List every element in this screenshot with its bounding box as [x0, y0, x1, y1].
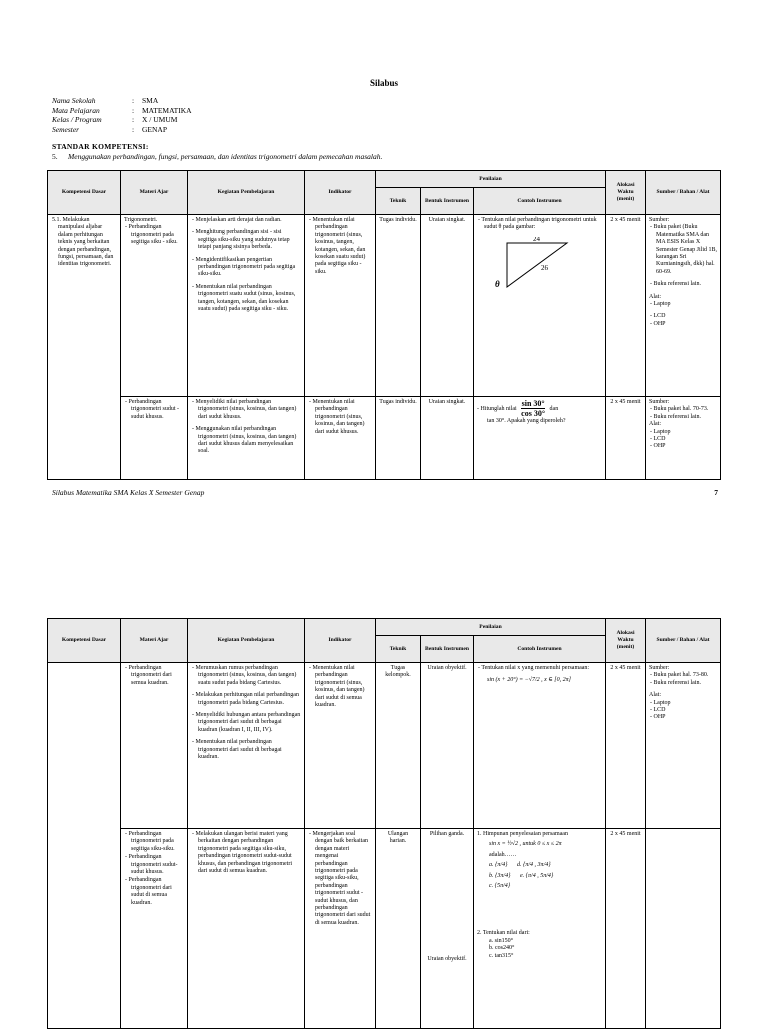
cell-teknik: Ulangan harian. — [376, 829, 421, 1029]
info-value: MATEMATIKA — [142, 105, 192, 115]
cell-materi: - Perbandingan trigonometri sudut - sudut khusus. — [121, 397, 188, 480]
cell-alokasi: 2 x 45 menit — [606, 663, 646, 829]
cell-indikator: - Menentukan nilai perbandingan trigonometri (sinus, kosinus, dan tangen) dari sudut khusus. — [305, 397, 376, 480]
info-value: GENAP — [142, 124, 168, 134]
option-d: d. {π/4 , 3π/4} — [516, 862, 551, 869]
cell-indikator: - Menentukan nilai perbandingan trigonometri (sinus, kosinus, tangen, kotangen, sekan, dan kosekan suatu sudut) pada segitiga siku - siku. — [305, 215, 376, 397]
cell-teknik: Tugas individu. — [376, 397, 421, 480]
header-bentuk: Bentuk Instrumen — [421, 188, 474, 215]
cell-contoh: 1. Himpunan penyelesaian persamaan sin x = ½√2 , untuk 0 ≤ x ≤ 2π adalah…… a. {π/4} d. {π/4 , 3π/4} b. {3π/4} e. {π/4 , 5π/4} c. {5π/4} 2. Tentukan nilai dari: a. sin150° b. cos240° c. tan315° — [474, 829, 606, 1029]
cell-materi: - Perbandingan trigonometri dari semua kuadran. — [121, 663, 188, 829]
cell-alokasi: 2 x 45 menit — [606, 397, 646, 480]
standar-heading: STANDAR KOMPETENSI: — [52, 142, 149, 151]
option-e: e. {π/4 , 5π/4} — [519, 872, 554, 879]
cell-indikator: - Mengerjakan soal dengan baik berkaitan dengan materi mengenai perbandingan trigonometri pada segitiga siku-siku, perbandingan trigonometri sudut -sudut khusus, dan perbandingan trigonometri dari sudut di semua kuadran. — [305, 829, 376, 1029]
info-label: Nama Sekolah — [52, 96, 96, 105]
cell-kegiatan: - Menjelaskan arti derajat dan radian. - Menghitung perbandingan sisi - sisi segitiga siku-siku yang sudutnya tetap tetapi panjang sisinya berbeda. - Mengidentifikasikan pengertian perbandingan trigonometri pada segitiga siku-siku. - Menentukan nilai perbandingan trigonometri suatu sudut (sinus, kosinus, tangen, kotangen, sekan, dan kosekan suatu sudut) pada segitiga siku - siku. — [188, 215, 305, 397]
header-indikator: Indikator — [305, 171, 376, 215]
fraction-sin-cos: $\frac{\sin 30^\circ}{\cos 30^\circ}$ — [521, 399, 546, 418]
header-penilaian: Penilaian — [376, 171, 606, 188]
theta-label: θ — [495, 278, 500, 289]
header-teknik: Teknik — [376, 636, 421, 663]
syllabus-table-page-1 — [47, 170, 721, 480]
header-sumber: Sumber / Bahan / Alat — [646, 171, 721, 215]
info-value: SMA — [142, 96, 159, 105]
page-number: 7 — [714, 488, 718, 497]
cell-bentuk: Pilihan ganda. Uraian obyektif. — [421, 829, 474, 1029]
page-footer — [52, 488, 718, 497]
syllabus-table-page-2 — [47, 618, 721, 1029]
table-row — [48, 215, 721, 397]
cell-sumber — [646, 829, 721, 1029]
document-title: Silabus — [369, 78, 399, 88]
table-row — [48, 829, 721, 1029]
page-1 — [0, 0, 768, 505]
cell-alokasi: 2 x 45 menit — [606, 215, 646, 397]
header-materi: Materi Ajar — [121, 171, 188, 215]
header-sumber: Sumber / Bahan / Alat — [646, 619, 721, 663]
cell-sumber: Sumber: - Buku paket hal. 73-80. - Buku referensi lain. Alat: - Laptop - LCD - OHP — [646, 663, 721, 829]
equation: sin (x + 20°) = −√7/2 , x ∈ [0, 2π] — [487, 677, 571, 684]
standar-number: 5. — [52, 151, 58, 161]
cell-sumber: Sumber: - Buku paket hal. 70-73. - Buku referensi lain. Alat: - Laptop - LCD - OHP — [646, 397, 721, 480]
cell-kegiatan: - Menyelidiki nilai perbandingan trigonometri (sinus, kosinus, dan tangen) dari sudut khusus. - Menggunakan nilai perbandingan trigonometri (sinus, kosinus, dan tangen) dari sudut khusus dalam menyelesaikan soal. — [188, 397, 305, 480]
standar-text: Menggunakan perbandingan, fungsi, persamaan, dan identitas trigonometri dalam pemecahan masalah. — [68, 151, 383, 161]
cell-bentuk: Uraian singkat. — [421, 397, 474, 480]
page-2 — [0, 618, 768, 1024]
info-label: Mata Pelajaran — [52, 105, 100, 115]
cell-bentuk: Uraian obyektif. — [421, 663, 474, 829]
cell-kegiatan: - Melakukan ulangan berisi materi yang berkaitan dengan perbandingan trigonometri pada segitiga siku-siku, perbandingan trigonometri sudut-sudut khusus, dan perbandingan trigonometri dari sudut di semua kuadran. — [188, 829, 305, 1029]
cell-kompetensi — [48, 663, 121, 1029]
info-label: Kelas / Program — [52, 115, 102, 125]
info-label: Semester — [52, 124, 80, 134]
info-value: X / UMUM — [142, 115, 178, 125]
header-indikator: Indikator — [305, 619, 376, 663]
cell-teknik: Tugas kelompok. — [376, 663, 421, 829]
triangle-side-label: 24 — [533, 236, 540, 243]
triangle-figure — [477, 237, 587, 293]
cell-indikator: - Menentukan nilai perbandingan trigonometri (sinus, kosinus, dan tangen) dari sudut di semua kuadran. — [305, 663, 376, 829]
header-alokasi: Alokasi Waktu (menit) — [606, 619, 646, 663]
header-kompetensi: Kompetensi Dasar — [48, 619, 121, 663]
school-info: Nama Sekolah : SMA Mata Pelajaran : MATEMATIKA Kelas / Program : X / UMUM Semester : GENAP — [52, 96, 192, 134]
header-kegiatan: Kegiatan Pembelajaran — [188, 171, 305, 215]
header-penilaian: Penilaian — [376, 619, 606, 636]
header-kegiatan: Kegiatan Pembelajaran — [188, 619, 305, 663]
cell-contoh: - Tentukan nilai perbandingan trigonometri untuk sudut θ pada gambar: 24 26 θ — [474, 215, 606, 397]
header-contoh: Contoh Instrumen — [474, 188, 606, 215]
header-teknik: Teknik — [376, 188, 421, 215]
cell-kegiatan: - Merumuskan rumus perbandingan trigonometri (sinus, kosinus, dan tangen) suatu sudut pada bidang Cartesius. - Melakukan perhitungan nilai perbandingan trigonometri pada bidang Cartesius. - Menyelidiki hubungan antara perbandingan trigonometri dari sudut di berbagai kuadran (kuadran I, II, III, IV). - Menentukan nilai perbandingan trigonometri dari sudut di berbagai kuadran. — [188, 663, 305, 829]
cell-alokasi: 2 x 45 menit — [606, 829, 646, 1029]
header-alokasi: Alokasi Waktu (menit) — [606, 171, 646, 215]
cell-materi: Trigonometri. - Perbandingan trigonometri pada segitiga siku - siku. — [121, 215, 188, 397]
table-row — [48, 397, 721, 480]
option-a: a. {π/4} — [489, 862, 508, 869]
triangle-hyp-label: 26 — [541, 263, 548, 272]
cell-contoh: - Hitunglah nilai $\frac{\sin 30^\circ}{\cos 30^\circ}$ dan tan 30°. Apakah yang diperoleh? — [474, 397, 606, 480]
cell-teknik: Tugas individu. — [376, 215, 421, 397]
header-kompetensi: Kompetensi Dasar — [48, 171, 121, 215]
header-bentuk: Bentuk Instrumen — [421, 636, 474, 663]
cell-bentuk: Uraian singkat. — [421, 215, 474, 397]
cell-materi: - Perbandingan trigonometri pada segitiga siku-siku. - Perbandingan trigonometri sudut-sudut khusus. - Perbandingan trigonometri dari sudut di semua kuadran. — [121, 829, 188, 1029]
cell-contoh: - Tentukan nilai x yang memenuhi persamaan: sin (x + 20°) = −√7/2 , x ∈ [0, 2π] — [474, 663, 606, 829]
option-c: c. {5π/4} — [489, 883, 511, 890]
cell-sumber: Sumber: - Buku paket (Buku Matematika SMA dan MA ESIS Kelas X Semester Genap Jilid 1B, karangan Sri Kurnianingsih, dkk) hal. 60-69. - Buku referensi lain. Alat: - Laptop - LCD - OHP — [646, 215, 721, 397]
footer-text: Silabus Matematika SMA Kelas X Semester Genap — [52, 488, 205, 497]
table-row — [48, 663, 721, 829]
cell-kompetensi: 5.1. Melakukan manipulasi aljabar dalam perhitungan teknis yang berkaitan dengan perbandingan, fungsi, persamaan, dan identitas trigonometri. — [48, 215, 121, 480]
option-b: b. {3π/4} — [489, 872, 511, 879]
header-materi: Materi Ajar — [121, 619, 188, 663]
header-contoh: Contoh Instrumen — [474, 636, 606, 663]
standar-kompetensi — [52, 142, 382, 161]
